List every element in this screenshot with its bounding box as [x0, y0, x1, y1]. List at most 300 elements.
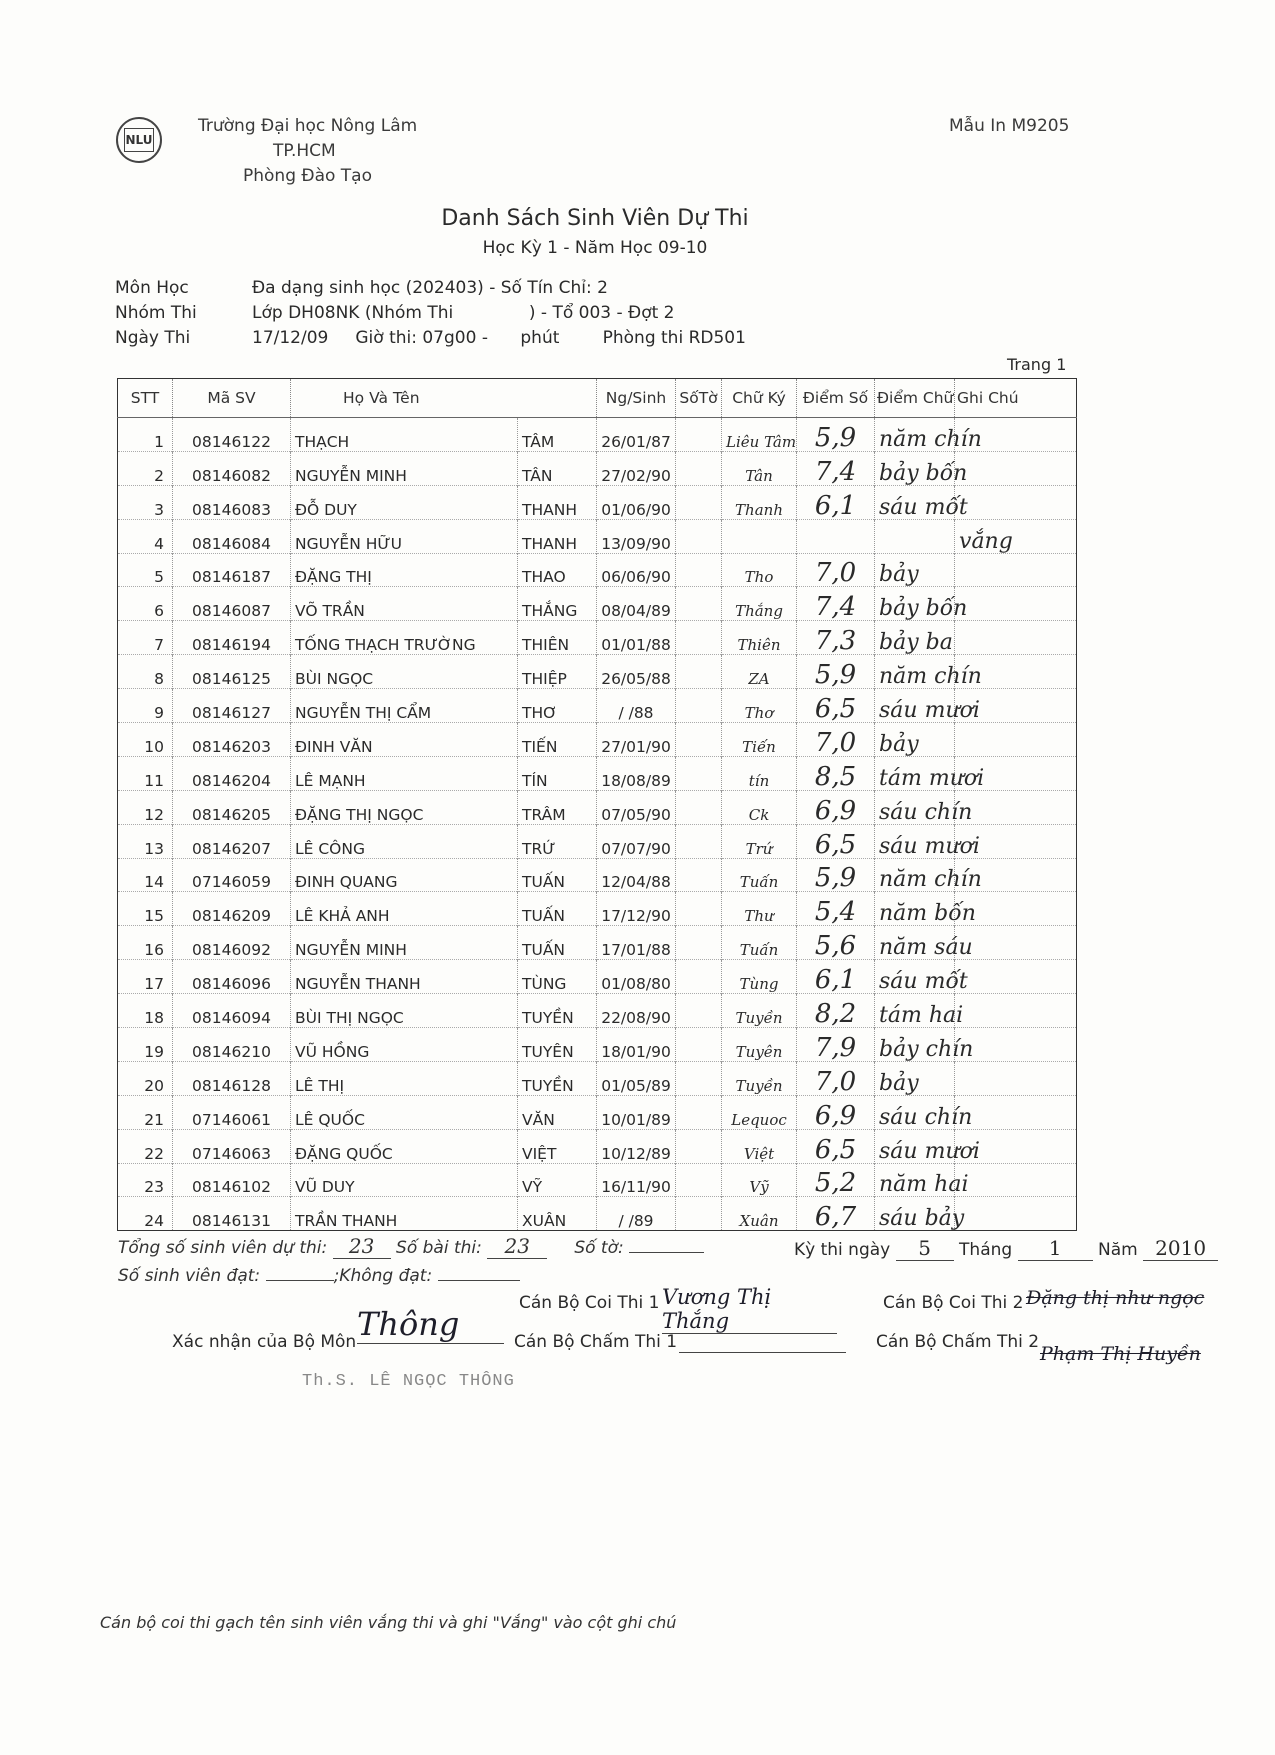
- row-student-id: 08146131: [173, 1197, 291, 1231]
- row-student-id: 08146083: [173, 485, 291, 519]
- month-label: Tháng: [959, 1240, 1013, 1260]
- row-score: 5,2: [797, 1163, 875, 1197]
- row-sheets: [676, 858, 722, 892]
- table-row: [118, 790, 1077, 824]
- row-student-id: 08146127: [173, 689, 291, 723]
- row-student-id: 07146061: [173, 1095, 291, 1129]
- proctor2-signature: Đặng thị như ngọc: [1026, 1287, 1205, 1309]
- row-sheets: [676, 451, 722, 485]
- dept-name-stamp: Th.S. LÊ NGỌC THÔNG: [302, 1372, 515, 1391]
- row-student-id: 08146087: [173, 587, 291, 621]
- col-full-name: Họ Và Tên: [291, 379, 597, 418]
- table-row: [118, 1028, 1077, 1062]
- student-table: [117, 378, 1077, 1231]
- row-sheets: [676, 587, 722, 621]
- row-student-id: 08146194: [173, 621, 291, 655]
- row-stt: 10: [118, 723, 173, 757]
- table-row: [118, 756, 1077, 790]
- school-department: Phòng Đào Tạo: [243, 166, 372, 186]
- row-sheets: [676, 1163, 722, 1197]
- row-score: 6,5: [797, 689, 875, 723]
- row-last-name: ĐINH QUANG: [291, 858, 518, 892]
- table-row: [118, 655, 1077, 689]
- row-signature: ZA: [722, 655, 797, 689]
- table-row: [118, 858, 1077, 892]
- row-stt: 5: [118, 553, 173, 587]
- row-signature: Liêu Tâm: [722, 418, 797, 452]
- page-number: Trang 1: [1007, 355, 1067, 374]
- row-signature: Thơ: [722, 689, 797, 723]
- table-row: [118, 1095, 1077, 1129]
- row-score-words: tám mươi: [875, 756, 955, 790]
- row-signature: Tuấn: [722, 858, 797, 892]
- row-first-name: TUẤN: [518, 892, 597, 926]
- row-dob: / /89: [597, 1197, 676, 1231]
- row-stt: 15: [118, 892, 173, 926]
- row-first-name: THANH: [518, 485, 597, 519]
- summary-line-1: [118, 1234, 704, 1259]
- row-signature: Tiến: [722, 723, 797, 757]
- row-signature: Tuyền: [722, 994, 797, 1028]
- row-first-name: THANH: [518, 519, 597, 553]
- row-stt: 24: [118, 1197, 173, 1231]
- row-score: 8,5: [797, 756, 875, 790]
- row-score: 7,0: [797, 1061, 875, 1095]
- row-first-name: TÂN: [518, 451, 597, 485]
- row-note: [955, 723, 1077, 757]
- row-sheets: [676, 519, 722, 553]
- group-label: Nhóm Thi: [115, 303, 197, 323]
- row-score: [797, 519, 875, 553]
- row-sheets: [676, 418, 722, 452]
- row-note: [955, 1061, 1077, 1095]
- row-student-id: 08146125: [173, 655, 291, 689]
- row-stt: 2: [118, 451, 173, 485]
- row-score: 7,0: [797, 723, 875, 757]
- date-value: 17/12/09 Giờ thi: 07g00 - phút Phòng thi RD501: [252, 328, 746, 348]
- col-sheets: SốTờ: [676, 379, 722, 418]
- row-dob: 01/01/88: [597, 621, 676, 655]
- row-score-words: sáu bảy: [875, 1197, 955, 1231]
- row-signature: [722, 519, 797, 553]
- row-last-name: ĐỖ DUY: [291, 485, 518, 519]
- table-row: [118, 451, 1077, 485]
- row-score-words: bảy ba: [875, 621, 955, 655]
- row-dob: 18/08/89: [597, 756, 676, 790]
- school-city: TP.HCM: [273, 141, 336, 161]
- row-note: [955, 1163, 1077, 1197]
- row-last-name: ĐINH VĂN: [291, 723, 518, 757]
- row-last-name: TRẦN THANH: [291, 1197, 518, 1231]
- year-value: 2010: [1143, 1236, 1218, 1261]
- row-score-words: bảy: [875, 1061, 955, 1095]
- row-score: 8,2: [797, 994, 875, 1028]
- row-score-words: bảy bốn: [875, 587, 955, 621]
- document-title: Danh Sách Sinh Viên Dự Thi: [441, 206, 749, 231]
- row-stt: 9: [118, 689, 173, 723]
- row-score: 7,4: [797, 451, 875, 485]
- row-student-id: 08146205: [173, 790, 291, 824]
- row-sheets: [676, 756, 722, 790]
- row-first-name: THƠ: [518, 689, 597, 723]
- row-score: 7,9: [797, 1028, 875, 1062]
- row-dob: 01/08/80: [597, 960, 676, 994]
- row-stt: 12: [118, 790, 173, 824]
- table-header-row: [118, 379, 1077, 418]
- document-subtitle: Học Kỳ 1 - Năm Học 09-10: [482, 238, 708, 258]
- row-sheets: [676, 723, 722, 757]
- row-sheets: [676, 892, 722, 926]
- row-sheets: [676, 689, 722, 723]
- row-first-name: TRỨ: [518, 824, 597, 858]
- row-last-name: THẠCH: [291, 418, 518, 452]
- dept-label: Xác nhận của Bộ Môn: [172, 1332, 357, 1352]
- col-note: Ghi Chú: [955, 379, 1077, 418]
- row-student-id: 07146059: [173, 858, 291, 892]
- row-dob: 17/01/88: [597, 926, 676, 960]
- row-dob: 07/05/90: [597, 790, 676, 824]
- row-signature: Trứ: [722, 824, 797, 858]
- row-last-name: BÙI NGỌC: [291, 655, 518, 689]
- row-last-name: LÊ CÔNG: [291, 824, 518, 858]
- row-score-words: bảy: [875, 553, 955, 587]
- row-stt: 16: [118, 926, 173, 960]
- col-stt: STT: [118, 379, 173, 418]
- row-score-words: sáu mốt: [875, 485, 955, 519]
- row-last-name: LÊ QUỐC: [291, 1095, 518, 1129]
- row-first-name: TUẤN: [518, 858, 597, 892]
- row-score-words: tám hai: [875, 994, 955, 1028]
- table-row: [118, 418, 1077, 452]
- pass-value: [266, 1280, 334, 1281]
- row-score-words: năm chín: [875, 418, 955, 452]
- row-last-name: LÊ KHẢ ANH: [291, 892, 518, 926]
- table-row: [118, 892, 1077, 926]
- table-row: [118, 519, 1077, 553]
- row-score: 5,9: [797, 418, 875, 452]
- row-dob: 01/05/89: [597, 1061, 676, 1095]
- row-student-id: 08146204: [173, 756, 291, 790]
- row-sheets: [676, 994, 722, 1028]
- row-score: 6,9: [797, 790, 875, 824]
- row-score-words: năm chín: [875, 655, 955, 689]
- row-last-name: ĐẶNG QUỐC: [291, 1129, 518, 1163]
- row-last-name: VŨ HỒNG: [291, 1028, 518, 1062]
- row-score-words: sáu chín: [875, 790, 955, 824]
- row-score-words: bảy bốn: [875, 451, 955, 485]
- row-last-name: NGUYỄN HỮU: [291, 519, 518, 553]
- row-signature: Vỹ: [722, 1163, 797, 1197]
- row-score-words: sáu mốt: [875, 960, 955, 994]
- row-student-id: 08146082: [173, 451, 291, 485]
- row-first-name: TUYÊN: [518, 1028, 597, 1062]
- row-first-name: TRÂM: [518, 790, 597, 824]
- row-sheets: [676, 1197, 722, 1231]
- row-score: 5,6: [797, 926, 875, 960]
- total-label: Tổng số sinh viên dự thi:: [118, 1238, 328, 1258]
- dept-signature: Thông: [357, 1305, 504, 1344]
- papers-value: 23: [487, 1234, 547, 1259]
- row-note: [955, 621, 1077, 655]
- row-score: 5,9: [797, 655, 875, 689]
- row-sheets: [676, 960, 722, 994]
- row-last-name: BÙI THỊ NGỌC: [291, 994, 518, 1028]
- row-score: 6,1: [797, 485, 875, 519]
- row-signature: Thư: [722, 892, 797, 926]
- col-score-words: Điểm Chữ: [875, 379, 955, 418]
- row-signature: Lequoc: [722, 1095, 797, 1129]
- row-score: 7,4: [797, 587, 875, 621]
- row-score: 5,4: [797, 892, 875, 926]
- row-stt: 7: [118, 621, 173, 655]
- row-score-words: bảy: [875, 723, 955, 757]
- row-first-name: THẮNG: [518, 587, 597, 621]
- row-score: 6,5: [797, 1129, 875, 1163]
- table-row: [118, 723, 1077, 757]
- table-row: [118, 1129, 1077, 1163]
- row-student-id: 08146207: [173, 824, 291, 858]
- table-row: [118, 621, 1077, 655]
- row-signature: Việt: [722, 1129, 797, 1163]
- row-stt: 18: [118, 994, 173, 1028]
- row-student-id: 07146063: [173, 1129, 291, 1163]
- row-sheets: [676, 553, 722, 587]
- row-note: [955, 1095, 1077, 1129]
- row-stt: 11: [118, 756, 173, 790]
- row-student-id: 08146084: [173, 519, 291, 553]
- row-signature: Tho: [722, 553, 797, 587]
- row-signature: Tuyền: [722, 1061, 797, 1095]
- row-score: 7,0: [797, 553, 875, 587]
- row-sheets: [676, 926, 722, 960]
- row-dob: 18/01/90: [597, 1028, 676, 1062]
- row-sheets: [676, 1095, 722, 1129]
- row-first-name: TUYỀN: [518, 1061, 597, 1095]
- row-dob: 26/05/88: [597, 655, 676, 689]
- row-sheets: [676, 1061, 722, 1095]
- row-dob: 27/02/90: [597, 451, 676, 485]
- table-row: [118, 689, 1077, 723]
- row-note: [955, 926, 1077, 960]
- row-first-name: VIỆT: [518, 1129, 597, 1163]
- row-score-words: năm sáu: [875, 926, 955, 960]
- group-value: Lớp DH08NK (Nhóm Thi ) - Tổ 003 - Đợt 2: [252, 303, 675, 323]
- col-dob: Ng/Sinh: [597, 379, 676, 418]
- date-label: Ngày Thi: [115, 328, 191, 348]
- row-signature: Tân: [722, 451, 797, 485]
- table-row: [118, 824, 1077, 858]
- row-last-name: TỐNG THẠCH TRƯỜNG: [291, 621, 518, 655]
- row-first-name: THIÊN: [518, 621, 597, 655]
- row-score-words: sáu chín: [875, 1095, 955, 1129]
- table-row: [118, 485, 1077, 519]
- row-score: 6,1: [797, 960, 875, 994]
- row-note: vắng: [955, 519, 1077, 553]
- row-dob: 12/04/88: [597, 858, 676, 892]
- row-signature: Thắng: [722, 587, 797, 621]
- row-sheets: [676, 824, 722, 858]
- month-value: 1: [1018, 1236, 1093, 1261]
- fail-label: ;Không đạt:: [333, 1266, 433, 1286]
- row-score-words: sáu mươi: [875, 689, 955, 723]
- row-stt: 20: [118, 1061, 173, 1095]
- row-stt: 14: [118, 858, 173, 892]
- sheets-label: Số tờ:: [574, 1238, 624, 1258]
- row-signature: Tuấn: [722, 926, 797, 960]
- row-dob: 06/06/90: [597, 553, 676, 587]
- row-note: [955, 960, 1077, 994]
- session-date: [794, 1236, 1218, 1261]
- row-last-name: VŨ DUY: [291, 1163, 518, 1197]
- row-sheets: [676, 621, 722, 655]
- row-stt: 6: [118, 587, 173, 621]
- row-sheets: [676, 655, 722, 689]
- row-signature: Tuyên: [722, 1028, 797, 1062]
- row-sheets: [676, 1129, 722, 1163]
- table-row: [118, 994, 1077, 1028]
- row-sheets: [676, 485, 722, 519]
- row-dob: 10/12/89: [597, 1129, 676, 1163]
- row-last-name: ĐẶNG THỊ: [291, 553, 518, 587]
- row-stt: 23: [118, 1163, 173, 1197]
- subject-value: Đa dạng sinh học (202403) - Số Tín Chỉ: 2: [252, 278, 608, 298]
- row-dob: 27/01/90: [597, 723, 676, 757]
- row-first-name: VĂN: [518, 1095, 597, 1129]
- row-first-name: TUYỀN: [518, 994, 597, 1028]
- sheets-value: [629, 1252, 704, 1253]
- row-note: [955, 790, 1077, 824]
- proctor1-signature: Vương Thị Thắng: [662, 1285, 837, 1334]
- row-dob: 13/09/90: [597, 519, 676, 553]
- row-student-id: 08146187: [173, 553, 291, 587]
- row-last-name: ĐẶNG THỊ NGỌC: [291, 790, 518, 824]
- row-score: 5,9: [797, 858, 875, 892]
- row-note: [955, 587, 1077, 621]
- row-note: [955, 451, 1077, 485]
- row-first-name: TÍN: [518, 756, 597, 790]
- row-note: [955, 485, 1077, 519]
- row-stt: 22: [118, 1129, 173, 1163]
- row-sheets: [676, 790, 722, 824]
- row-first-name: VỸ: [518, 1163, 597, 1197]
- row-stt: 17: [118, 960, 173, 994]
- col-student-id: Mã SV: [173, 379, 291, 418]
- row-score-words: năm hai: [875, 1163, 955, 1197]
- grader1-label: Cán Bộ Chấm Thi 1: [514, 1332, 678, 1352]
- day-value: 5: [896, 1236, 954, 1261]
- row-stt: 21: [118, 1095, 173, 1129]
- row-note: [955, 994, 1077, 1028]
- col-signature: Chữ Ký: [722, 379, 797, 418]
- row-stt: 4: [118, 519, 173, 553]
- row-score: 6,5: [797, 824, 875, 858]
- row-stt: 1: [118, 418, 173, 452]
- row-student-id: 08146094: [173, 994, 291, 1028]
- table-row: [118, 553, 1077, 587]
- table-row: [118, 587, 1077, 621]
- row-student-id: 08146122: [173, 418, 291, 452]
- form-code: Mẫu In M9205: [949, 116, 1070, 136]
- papers-label: Số bài thi:: [396, 1238, 482, 1258]
- row-student-id: 08146092: [173, 926, 291, 960]
- row-student-id: 08146203: [173, 723, 291, 757]
- row-last-name: NGUYỄN MINH: [291, 451, 518, 485]
- table-row: [118, 1061, 1077, 1095]
- summary-line-2: [118, 1266, 520, 1286]
- row-dob: 16/11/90: [597, 1163, 676, 1197]
- row-student-id: 08146128: [173, 1061, 291, 1095]
- row-dob: 08/04/89: [597, 587, 676, 621]
- school-name: Trường Đại học Nông Lâm: [198, 116, 418, 136]
- row-stt: 13: [118, 824, 173, 858]
- row-first-name: TUẤN: [518, 926, 597, 960]
- year-label: Năm: [1098, 1240, 1138, 1260]
- row-first-name: TÂM: [518, 418, 597, 452]
- subject-label: Môn Học: [115, 278, 189, 298]
- session-label: Kỳ thi ngày: [794, 1240, 891, 1260]
- row-signature: Thanh: [722, 485, 797, 519]
- row-score-words: sáu mươi: [875, 1129, 955, 1163]
- row-stt: 3: [118, 485, 173, 519]
- row-dob: 22/08/90: [597, 994, 676, 1028]
- row-signature: Thiên: [722, 621, 797, 655]
- row-score-words: năm bốn: [875, 892, 955, 926]
- row-score: 6,7: [797, 1197, 875, 1231]
- row-score-words: sáu mươi: [875, 824, 955, 858]
- row-score-words: năm chín: [875, 858, 955, 892]
- row-first-name: THIỆP: [518, 655, 597, 689]
- row-last-name: LÊ THỊ: [291, 1061, 518, 1095]
- row-student-id: 08146096: [173, 960, 291, 994]
- total-value: 23: [333, 1234, 391, 1259]
- university-logo-icon: [116, 117, 162, 163]
- row-signature: Tùng: [722, 960, 797, 994]
- row-sheets: [676, 1028, 722, 1062]
- row-first-name: TIẾN: [518, 723, 597, 757]
- row-dob: 17/12/90: [597, 892, 676, 926]
- row-student-id: 08146209: [173, 892, 291, 926]
- logo-emblem: NLU: [124, 128, 154, 152]
- row-stt: 19: [118, 1028, 173, 1062]
- grader1-signature-line: [679, 1334, 846, 1353]
- row-first-name: TÙNG: [518, 960, 597, 994]
- row-last-name: NGUYỄN THANH: [291, 960, 518, 994]
- row-first-name: THAO: [518, 553, 597, 587]
- fail-value: [438, 1280, 520, 1281]
- row-dob: 10/01/89: [597, 1095, 676, 1129]
- row-dob: / /88: [597, 689, 676, 723]
- row-score: 7,3: [797, 621, 875, 655]
- row-dob: 26/01/87: [597, 418, 676, 452]
- table-row: [118, 1163, 1077, 1197]
- row-last-name: NGUYỄN THỊ CẨM: [291, 689, 518, 723]
- grader2-signature: Phạm Thị Huyền: [1040, 1343, 1201, 1365]
- row-dob: 07/07/90: [597, 824, 676, 858]
- row-score-words: [875, 519, 955, 553]
- col-score: Điểm Số: [797, 379, 875, 418]
- pass-label: Số sinh viên đạt:: [118, 1266, 261, 1286]
- row-student-id: 08146210: [173, 1028, 291, 1062]
- row-score-words: bảy chín: [875, 1028, 955, 1062]
- proctor2-label: Cán Bộ Coi Thi 2: [883, 1293, 1024, 1313]
- row-last-name: LÊ MẠNH: [291, 756, 518, 790]
- table-row: [118, 926, 1077, 960]
- row-student-id: 08146102: [173, 1163, 291, 1197]
- table-row: [118, 1197, 1077, 1231]
- row-signature: Xuân: [722, 1197, 797, 1231]
- row-signature: Ck: [722, 790, 797, 824]
- row-signature: tín: [722, 756, 797, 790]
